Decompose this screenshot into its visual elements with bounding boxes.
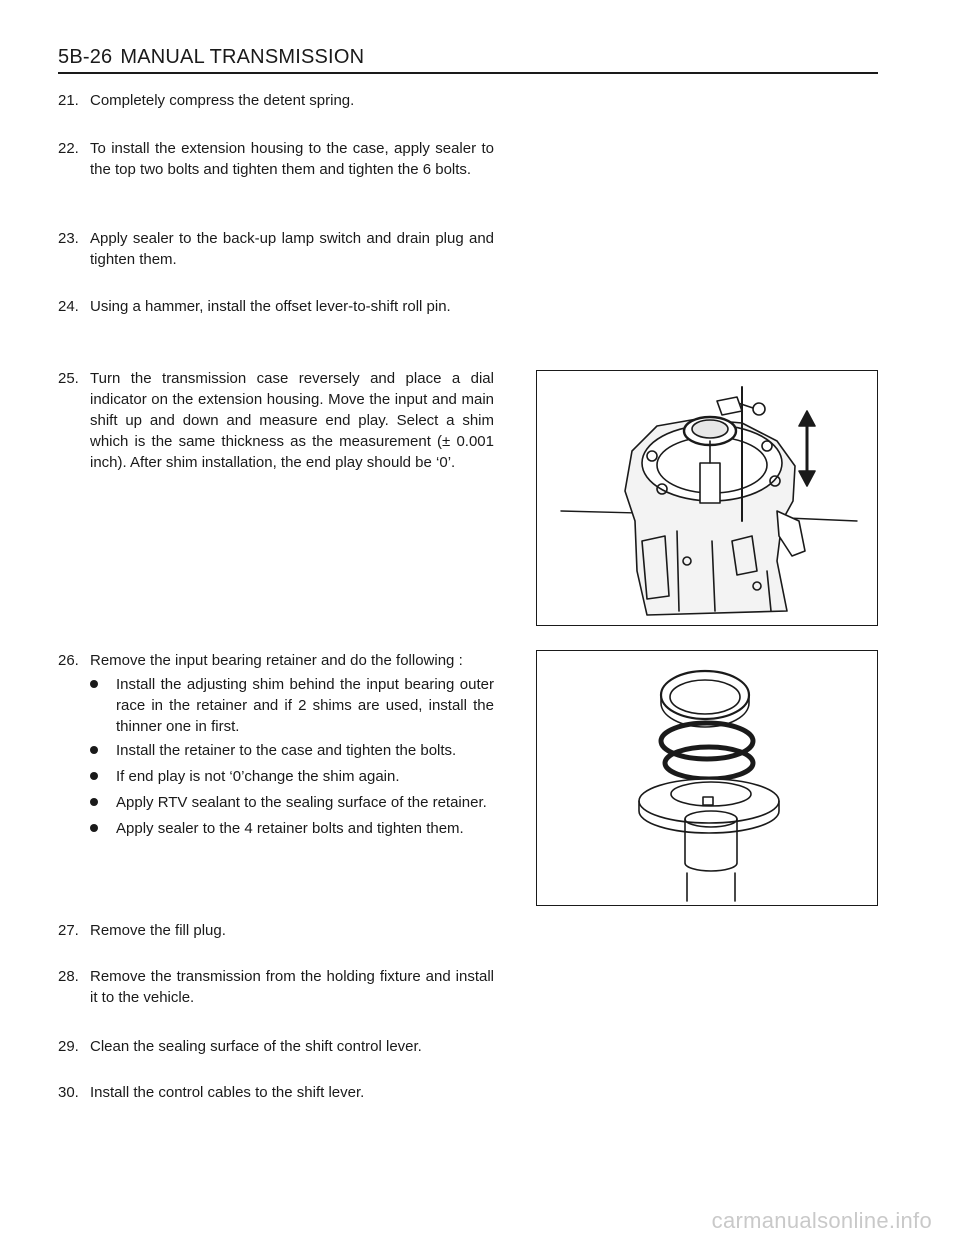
watermark: carmanualsonline.info (711, 1208, 932, 1233)
bullet-text: Install the retainer to the case and tighten the bolts. (116, 742, 457, 759)
bullet-text: Install the adjusting shim behind the input bearing outer race in the retainer and if 2 shims are used, install the thinner one in first. (116, 676, 494, 735)
section-code: 5B-26 (58, 46, 113, 68)
step-26-bullet (90, 792, 494, 813)
step-number: 23. (58, 230, 79, 247)
step-text: Using a hammer, install the offset lever-to-shift roll pin. (90, 298, 451, 315)
step-text: Clean the sealing surface of the shift control lever. (90, 1038, 422, 1055)
step-26-bullet (90, 766, 494, 787)
bullet-dot-icon (90, 746, 98, 754)
step-text: Remove the fill plug. (90, 922, 226, 939)
bearing-shim-illustration (536, 650, 878, 906)
step-26-bullet (90, 674, 494, 737)
step-number: 30. (58, 1084, 79, 1101)
step-number: 21. (58, 92, 79, 109)
step-text: Turn the transmission case reversely and place a dial indicator on the extension housing. Move the input and main shift up and down and measure end play. Select a shim which is the same thickness as the measurement (± 0.001 inch). After shim installation, the end play should be ‘0’. (90, 370, 494, 471)
step-text: Apply sealer to the back-up lamp switch and drain plug and tighten them. (90, 230, 494, 268)
step-number: 25. (58, 370, 79, 387)
step-text: To install the extension housing to the case, apply sealer to the top two bolts and tighten them and tighten the 6 bolts. (90, 140, 494, 178)
step-21 (58, 90, 494, 111)
step-number: 29. (58, 1038, 79, 1055)
bullet-dot-icon (90, 680, 98, 688)
header-divider (58, 72, 878, 74)
dial-indicator-illustration (536, 370, 878, 626)
bullet-text: Apply RTV sealant to the sealing surface of the retainer. (116, 794, 487, 811)
step-text: Completely compress the detent spring. (90, 92, 355, 109)
step-29 (58, 1036, 494, 1057)
bullet-text: If end play is not ‘0’change the shim again. (116, 768, 400, 785)
step-number: 26. (58, 652, 79, 669)
bullet-dot-icon (90, 824, 98, 832)
step-26-bullet (90, 818, 494, 839)
bullet-dot-icon (90, 798, 98, 806)
step-24 (58, 296, 494, 317)
step-22 (58, 138, 494, 180)
step-text: Remove the transmission from the holding fixture and install it to the vehicle. (90, 968, 494, 1006)
step-number: 28. (58, 968, 79, 985)
step-number: 24. (58, 298, 79, 315)
step-26 (58, 650, 494, 671)
step-27 (58, 920, 494, 941)
page-header (58, 46, 364, 69)
step-23 (58, 228, 494, 270)
step-text: Remove the input bearing retainer and do the following : (90, 652, 463, 669)
step-28 (58, 966, 494, 1008)
step-30 (58, 1082, 494, 1103)
section-title: MANUAL TRANSMISSION (120, 46, 365, 68)
step-26-bullet (90, 740, 494, 761)
step-25 (58, 368, 494, 473)
step-number: 27. (58, 922, 79, 939)
bullet-text: Apply sealer to the 4 retainer bolts and tighten them. (116, 820, 464, 837)
bullet-dot-icon (90, 772, 98, 780)
step-number: 22. (58, 140, 79, 157)
step-text: Install the control cables to the shift lever. (90, 1084, 365, 1101)
